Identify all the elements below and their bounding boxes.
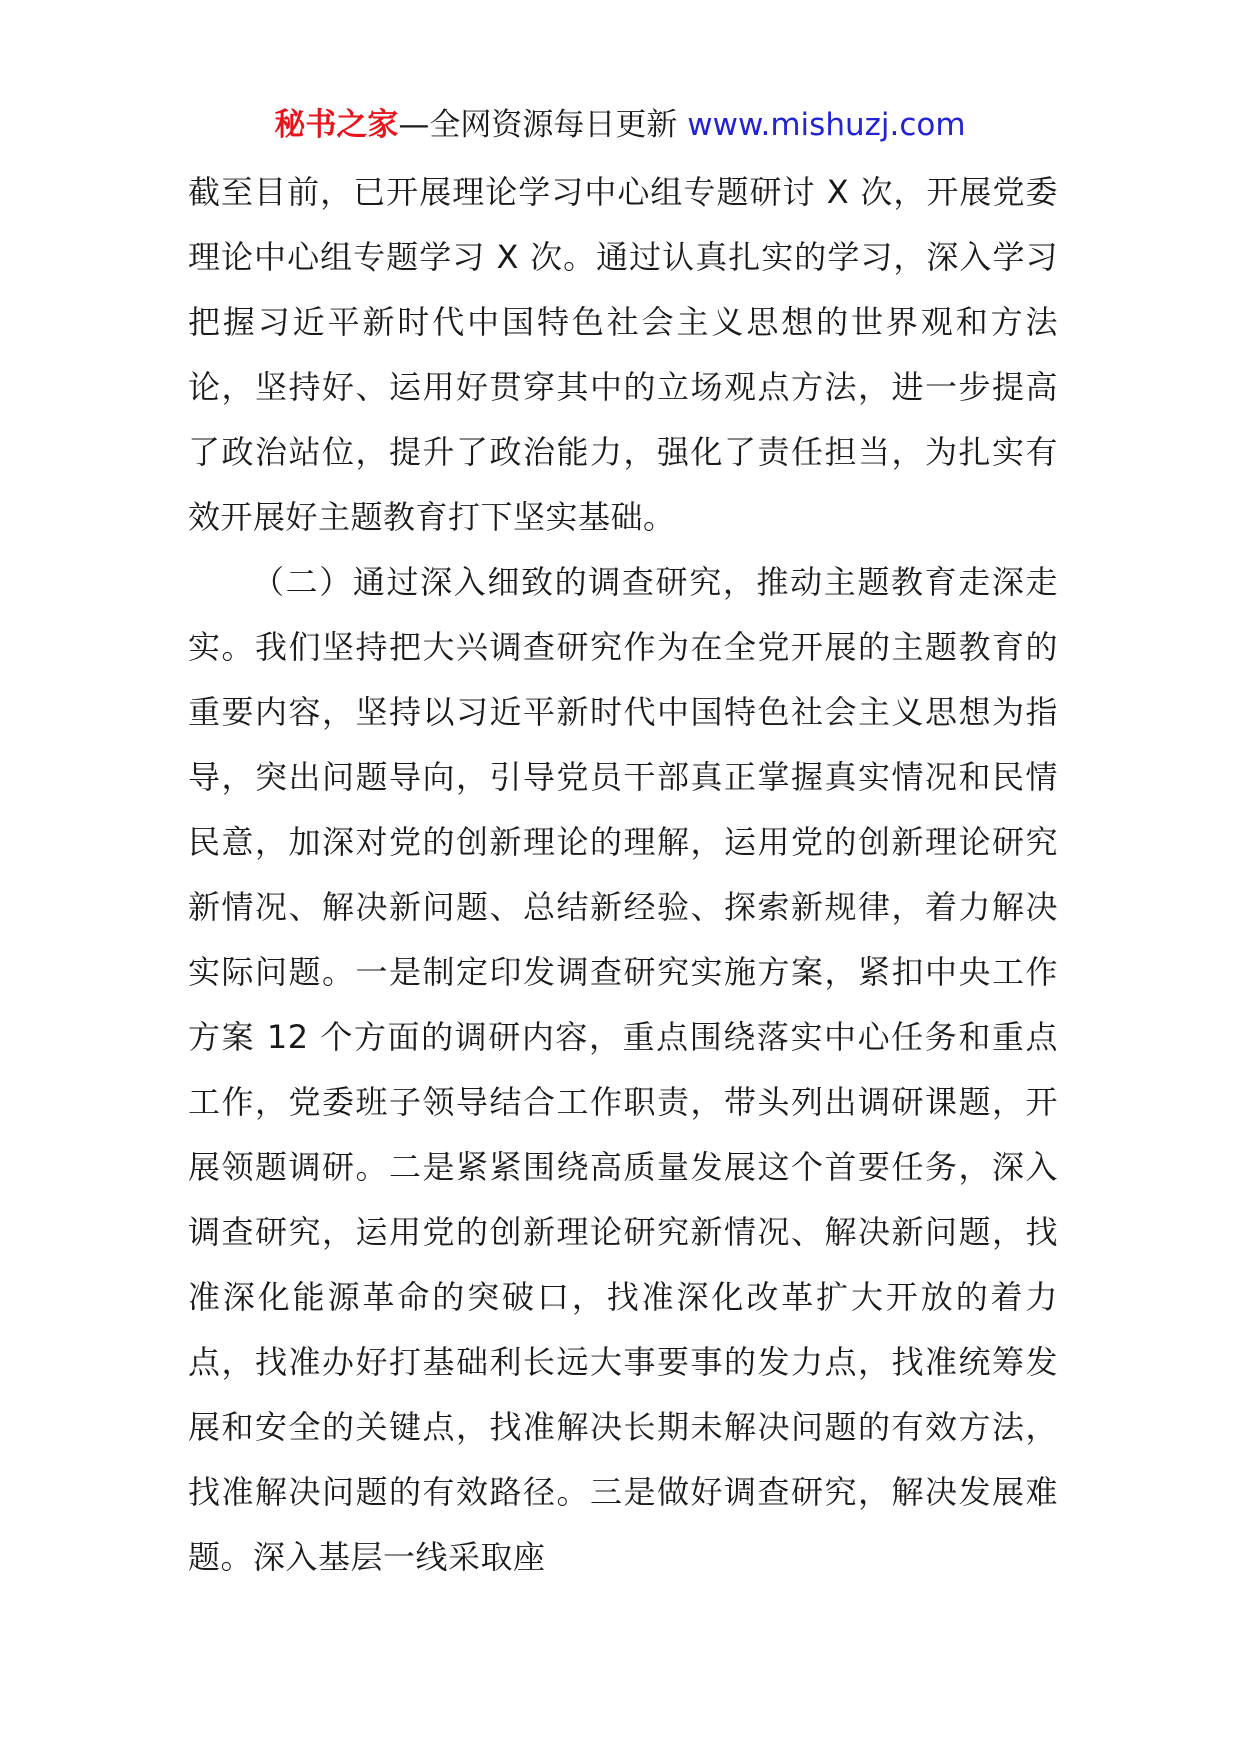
paragraph-1: 截至目前，已开展理论学习中心组专题研讨 X 次，开展党委理论中心组专题学习 X 次。通过认真扎实的学习，深入学习把握习近平新时代中国特色社会主义思想的世界观和方法论，坚持好、运用好贯穿其中的立场观点方法，进一步提高了政治站位，提升了政治能力，强化了责任担当，为扎实有效开展好主题教育打下坚实基础。 (188, 173, 1058, 536)
page-header (0, 100, 1240, 150)
brand-name: 秘书之家 (274, 107, 399, 143)
document-body (188, 160, 1058, 1590)
header-tagline: —全网资源每日更新 (398, 107, 678, 143)
paragraph-2: （二）通过深入细致的调查研究，推动主题教育走深走实。我们坚持把大兴调查研究作为在全党开展的主题教育的重要内容，坚持以习近平新时代中国特色社会主义思想为指导，突出问题导向，引导党员干部真正掌握真实情况和民情民意，加深对党的创新理论的理解，运用党的创新理论研究新情况、解决新问题、总结新经验、探索新规律，着力解决实际问题。一是制定印发调查研究实施方案，紧扣中央工作方案 12 个方面的调研内容，重点围绕落实中心任务和重点工作，党委班子领导结合工作职责，带头列出调研课题，开展领题调研。二是紧紧围绕高质量发展这个首要任务，深入调查研究，运用党的创新理论研究新情况、解决新问题，找准深化能源革命的突破口，找准深化改革扩大开放的着力点，找准办好打基础利长远大事要事的发力点，找准统筹发展和安全的关键点，找准解决长期未解决问题的有效方法，找准解决问题的有效路径。三是做好调查研究，解决发展难题。深入基层一线采取座 (188, 563, 1058, 1576)
site-url-link[interactable]: www.mishuzj.com (687, 107, 966, 143)
